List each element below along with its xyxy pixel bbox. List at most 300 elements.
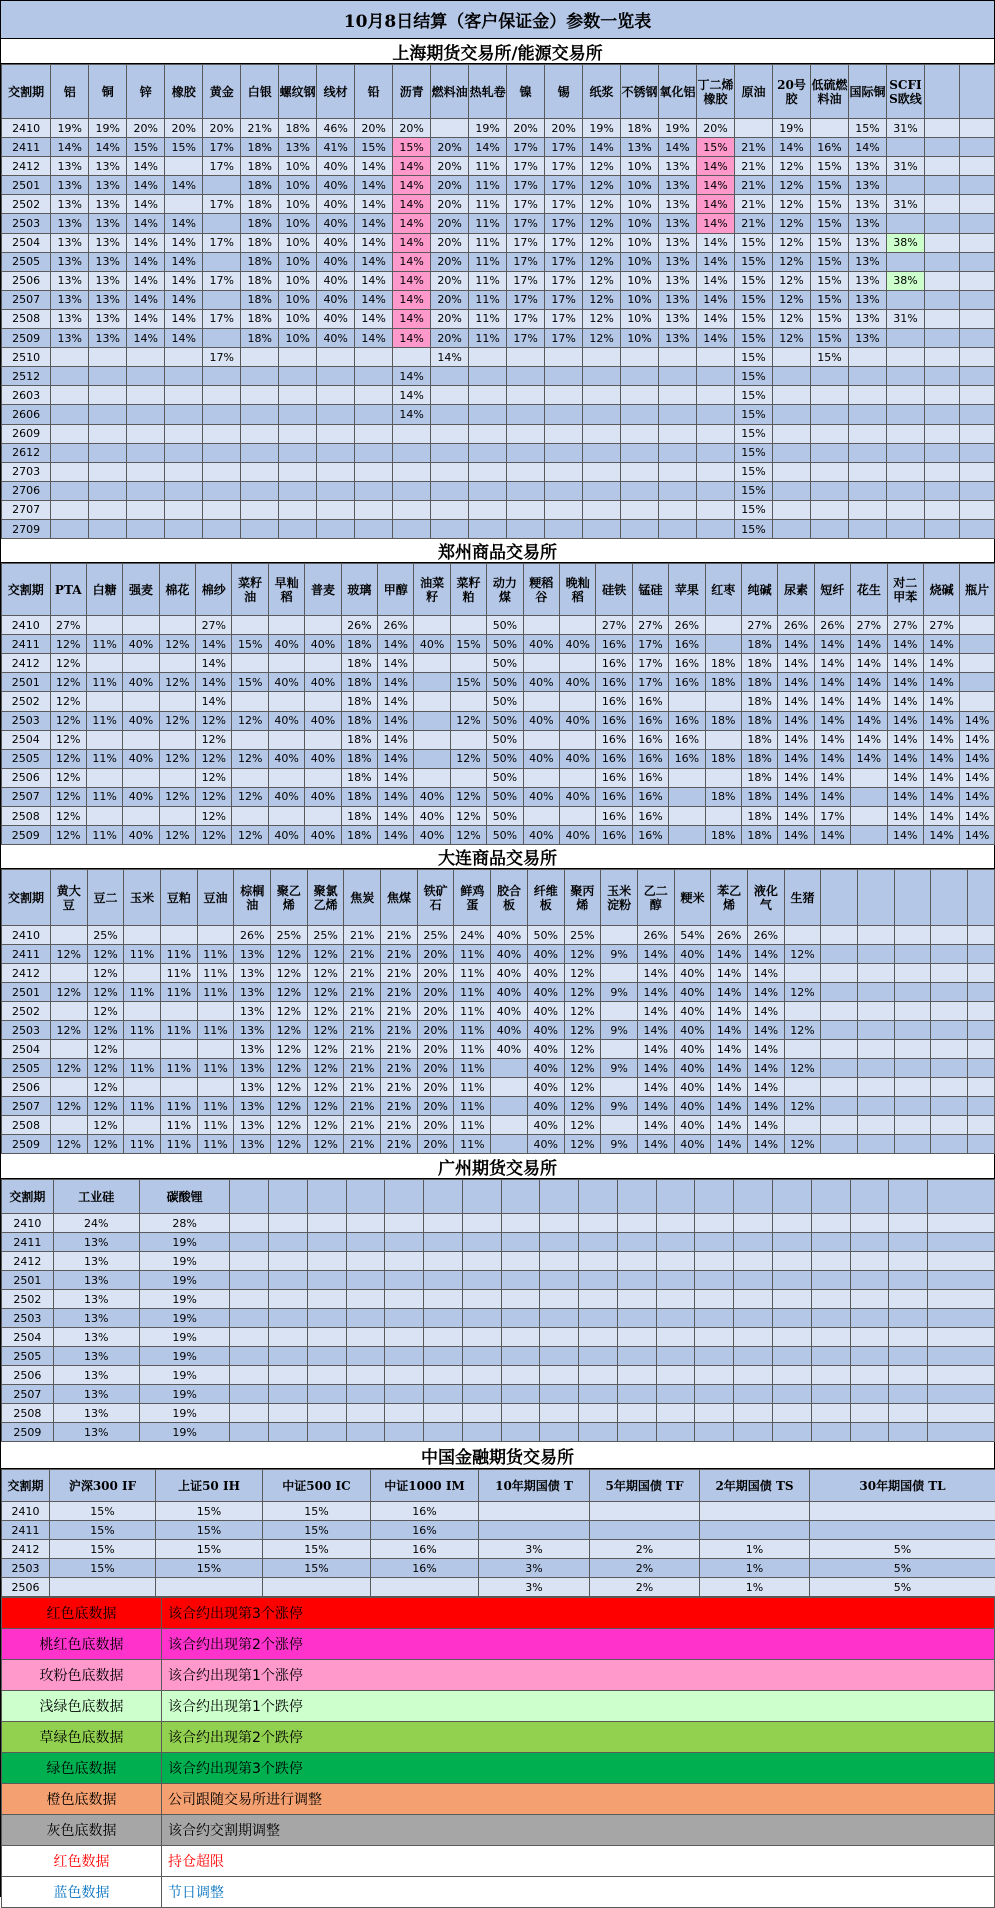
column-header: 强麦 <box>123 564 159 616</box>
margin-rate-cell <box>617 1214 656 1233</box>
margin-rate-cell: 14% <box>637 983 674 1002</box>
column-header <box>894 870 931 926</box>
margin-rate-cell: 14% <box>778 673 814 692</box>
margin-rate-cell: 14% <box>637 945 674 964</box>
margin-rate-cell: 17% <box>632 635 668 654</box>
margin-rate-cell: 14% <box>378 749 414 768</box>
margin-rate-cell: 14% <box>393 367 431 386</box>
margin-rate-cell: 15% <box>735 424 773 443</box>
table-row <box>2 271 995 290</box>
margin-rate-cell: 19% <box>139 1271 229 1290</box>
margin-rate-cell <box>697 386 735 405</box>
margin-rate-cell: 15% <box>263 1540 371 1559</box>
margin-rate-cell <box>501 1271 540 1290</box>
margin-rate-cell <box>307 1366 346 1385</box>
margin-rate-cell: 12% <box>772 176 810 195</box>
margin-rate-cell: 12% <box>772 252 810 271</box>
margin-rate-cell: 12% <box>307 1116 344 1135</box>
margin-rate-cell: 40% <box>527 945 564 964</box>
table-row <box>2 1328 995 1347</box>
margin-rate-cell <box>450 692 486 711</box>
margin-rate-cell <box>784 1002 821 1021</box>
margin-rate-cell <box>269 1385 308 1404</box>
margin-rate-cell <box>695 1328 734 1347</box>
margin-rate-cell <box>697 481 735 500</box>
margin-rate-cell <box>821 1002 858 1021</box>
margin-rate-cell <box>705 768 741 787</box>
margin-rate-cell <box>269 1214 308 1233</box>
margin-rate-cell <box>127 462 165 481</box>
margin-rate-cell <box>462 1404 501 1423</box>
table-row <box>2 500 995 519</box>
margin-rate-cell <box>127 424 165 443</box>
margin-rate-cell: 14% <box>960 711 995 730</box>
margin-rate-cell <box>960 654 995 673</box>
margin-rate-cell: 14% <box>778 711 814 730</box>
margin-rate-cell: 20% <box>417 983 454 1002</box>
margin-rate-cell <box>579 1347 618 1366</box>
margin-rate-cell: 12% <box>772 214 810 233</box>
margin-rate-cell <box>51 481 89 500</box>
column-header-delivery-period: 交割期 <box>2 1180 54 1214</box>
margin-rate-cell <box>523 768 559 787</box>
margin-rate-cell <box>617 1385 656 1404</box>
margin-rate-cell: 40% <box>491 926 528 945</box>
margin-rate-cell <box>811 1271 850 1290</box>
margin-rate-cell: 25% <box>271 926 308 945</box>
margin-rate-cell: 9% <box>601 1135 638 1154</box>
margin-rate-cell: 13% <box>659 309 697 328</box>
margin-rate-cell: 17% <box>545 290 583 309</box>
column-header: 橡胶 <box>165 65 203 119</box>
margin-rate-cell <box>697 348 735 367</box>
margin-rate-cell <box>617 1271 656 1290</box>
margin-rate-cell: 20% <box>417 1040 454 1059</box>
margin-rate-cell: 13% <box>51 290 89 309</box>
margin-rate-cell <box>241 481 279 500</box>
margin-rate-cell <box>656 1290 695 1309</box>
margin-rate-cell: 12% <box>159 787 195 806</box>
margin-rate-cell <box>821 1078 858 1097</box>
column-header <box>968 870 995 926</box>
margin-rate-cell <box>545 367 583 386</box>
margin-rate-cell: 14% <box>637 1135 674 1154</box>
margin-rate-cell <box>924 481 959 500</box>
margin-rate-cell <box>540 1328 579 1347</box>
margin-rate-cell: 17% <box>203 195 241 214</box>
margin-rate-cell: 17% <box>507 329 545 348</box>
table-row <box>2 749 995 768</box>
margin-rate-cell: 14% <box>196 692 232 711</box>
margin-rate-cell <box>931 1021 968 1040</box>
margin-rate-cell: 15% <box>232 635 268 654</box>
margin-rate-cell: 14% <box>923 768 959 787</box>
margin-rate-cell: 12% <box>307 1078 344 1097</box>
margin-rate-cell <box>621 386 659 405</box>
margin-rate-cell <box>469 386 507 405</box>
margin-rate-cell <box>230 1233 269 1252</box>
margin-rate-cell <box>540 1347 579 1366</box>
margin-rate-cell <box>617 1309 656 1328</box>
margin-rate-cell: 11% <box>124 945 161 964</box>
margin-rate-cell <box>959 119 994 138</box>
margin-rate-cell: 14% <box>355 176 393 195</box>
margin-rate-cell <box>462 1366 501 1385</box>
margin-rate-cell: 18% <box>241 195 279 214</box>
margin-rate-cell: 14% <box>378 635 414 654</box>
margin-rate-cell: 14% <box>393 233 431 252</box>
margin-rate-cell: 14% <box>393 405 431 424</box>
margin-rate-cell: 12% <box>50 692 86 711</box>
margin-rate-cell <box>848 348 886 367</box>
margin-rate-cell <box>414 616 450 635</box>
margin-rate-cell <box>889 1347 928 1366</box>
margin-rate-cell <box>669 692 705 711</box>
margin-rate-cell <box>560 692 596 711</box>
margin-rate-cell <box>545 405 583 424</box>
margin-rate-cell <box>123 654 159 673</box>
margin-rate-cell: 50% <box>487 616 523 635</box>
margin-rate-cell <box>232 616 268 635</box>
margin-rate-cell: 13% <box>51 214 89 233</box>
margin-rate-cell: 40% <box>414 807 450 826</box>
margin-rate-cell <box>705 730 741 749</box>
margin-rate-cell: 18% <box>241 329 279 348</box>
margin-rate-cell: 14% <box>814 826 850 845</box>
margin-rate-cell <box>230 1271 269 1290</box>
column-header <box>579 1180 618 1214</box>
margin-rate-cell: 14% <box>393 157 431 176</box>
margin-rate-cell: 13% <box>234 1116 271 1135</box>
margin-rate-cell: 50% <box>487 692 523 711</box>
delivery-period-cell: 2501 <box>2 673 51 692</box>
margin-rate-cell: 40% <box>305 826 341 845</box>
margin-rate-cell <box>889 1385 928 1404</box>
margin-rate-cell: 12% <box>196 807 232 826</box>
margin-rate-cell: 14% <box>127 157 165 176</box>
margin-rate-cell: 40% <box>491 945 528 964</box>
margin-rate-cell: 14% <box>697 329 735 348</box>
margin-rate-cell <box>894 1135 931 1154</box>
margin-rate-cell: 40% <box>123 749 159 768</box>
margin-rate-cell <box>695 1309 734 1328</box>
column-header: 不锈钢 <box>621 65 659 119</box>
margin-rate-cell <box>931 926 968 945</box>
margin-rate-cell <box>51 462 89 481</box>
margin-rate-cell <box>414 768 450 787</box>
margin-rate-cell: 14% <box>778 749 814 768</box>
margin-rate-cell <box>50 964 87 983</box>
margin-rate-cell: 40% <box>305 673 341 692</box>
margin-rate-cell <box>424 1347 463 1366</box>
margin-rate-cell <box>317 367 355 386</box>
margin-rate-cell <box>621 405 659 424</box>
margin-rate-cell: 13% <box>659 157 697 176</box>
margin-rate-cell <box>811 1328 850 1347</box>
margin-rate-cell: 40% <box>317 195 355 214</box>
margin-rate-cell: 40% <box>523 635 559 654</box>
margin-rate-cell <box>889 1290 928 1309</box>
margin-rate-cell <box>431 500 469 519</box>
margin-rate-cell: 17% <box>203 348 241 367</box>
margin-rate-cell <box>89 405 127 424</box>
margin-rate-cell: 40% <box>527 1059 564 1078</box>
margin-rate-cell: 14% <box>393 386 431 405</box>
margin-rate-cell: 14% <box>697 290 735 309</box>
column-header-delivery-period: 交割期 <box>2 870 51 926</box>
margin-rate-cell <box>886 176 924 195</box>
margin-rate-cell: 28% <box>139 1214 229 1233</box>
table-row <box>2 1271 995 1290</box>
margin-rate-cell <box>123 616 159 635</box>
table-row <box>2 329 995 348</box>
margin-rate-cell <box>50 1078 87 1097</box>
margin-rate-cell: 16% <box>596 807 632 826</box>
margin-rate-cell: 12% <box>772 290 810 309</box>
column-header <box>307 1180 346 1214</box>
margin-rate-cell: 40% <box>527 1116 564 1135</box>
margin-rate-cell: 12% <box>159 749 195 768</box>
margin-rate-cell: 15% <box>393 138 431 157</box>
margin-rate-cell: 12% <box>564 1116 601 1135</box>
margin-rate-cell <box>232 692 268 711</box>
table-row <box>2 424 995 443</box>
margin-rate-cell <box>269 1271 308 1290</box>
margin-rate-cell <box>540 1233 579 1252</box>
table-row <box>2 1385 995 1404</box>
margin-rate-cell: 40% <box>560 826 596 845</box>
margin-rate-cell <box>127 481 165 500</box>
margin-rate-cell <box>279 424 317 443</box>
delivery-period-cell: 2412 <box>2 654 51 673</box>
margin-rate-cell <box>560 654 596 673</box>
margin-rate-cell <box>959 329 994 348</box>
margin-rate-cell <box>241 462 279 481</box>
margin-rate-cell: 14% <box>355 271 393 290</box>
margin-rate-cell: 13% <box>53 1385 139 1404</box>
delivery-period-cell: 2410 <box>2 1214 54 1233</box>
margin-rate-cell: 17% <box>814 807 850 826</box>
column-header: 粳米 <box>674 870 711 926</box>
legend-key: 玫粉色底数据 <box>2 1660 162 1691</box>
margin-rate-cell <box>479 1521 590 1540</box>
delivery-period-cell: 2507 <box>2 290 51 309</box>
margin-rate-cell <box>621 443 659 462</box>
margin-rate-cell: 11% <box>197 964 234 983</box>
margin-rate-cell <box>924 119 959 138</box>
margin-rate-cell <box>123 692 159 711</box>
table-row <box>2 1578 995 1597</box>
column-header: 粳稻谷 <box>523 564 559 616</box>
margin-rate-cell: 13% <box>53 1366 139 1385</box>
column-header <box>858 870 895 926</box>
margin-rate-cell <box>51 424 89 443</box>
margin-rate-cell <box>924 195 959 214</box>
margin-rate-cell: 38% <box>886 271 924 290</box>
delivery-period-cell: 2505 <box>2 1059 51 1078</box>
column-header: 原油 <box>735 65 773 119</box>
margin-rate-cell <box>850 1385 889 1404</box>
margin-rate-cell: 40% <box>268 826 304 845</box>
margin-rate-cell: 10% <box>279 195 317 214</box>
margin-rate-cell <box>51 348 89 367</box>
margin-rate-cell: 14% <box>165 271 203 290</box>
margin-rate-cell: 46% <box>317 119 355 138</box>
column-header: 铝 <box>51 65 89 119</box>
margin-rate-cell: 40% <box>523 787 559 806</box>
table-row <box>2 1233 995 1252</box>
margin-rate-cell: 13% <box>848 176 886 195</box>
column-header <box>230 1180 269 1214</box>
margin-rate-cell: 14% <box>923 692 959 711</box>
column-header <box>385 1180 424 1214</box>
margin-rate-cell <box>203 290 241 309</box>
margin-rate-cell: 14% <box>637 1078 674 1097</box>
margin-rate-cell: 16% <box>596 730 632 749</box>
margin-rate-cell <box>51 405 89 424</box>
margin-rate-cell <box>268 616 304 635</box>
margin-rate-cell <box>393 348 431 367</box>
margin-rate-cell: 12% <box>784 983 821 1002</box>
margin-rate-cell: 14% <box>637 1059 674 1078</box>
margin-rate-cell <box>50 1040 87 1059</box>
margin-rate-cell: 18% <box>241 157 279 176</box>
margin-rate-cell: 14% <box>747 1059 784 1078</box>
margin-rate-cell: 13% <box>234 1059 271 1078</box>
margin-rate-cell: 9% <box>601 945 638 964</box>
margin-rate-cell: 40% <box>560 635 596 654</box>
margin-rate-cell <box>960 616 995 635</box>
margin-rate-cell <box>858 1040 895 1059</box>
margin-rate-cell: 21% <box>344 1059 381 1078</box>
column-header <box>695 1180 734 1214</box>
margin-rate-cell <box>700 1521 810 1540</box>
delivery-period-cell: 2508 <box>2 1404 54 1423</box>
margin-rate-cell: 13% <box>848 252 886 271</box>
legend-description: 该合约出现第2个跌停 <box>162 1722 995 1753</box>
margin-rate-cell <box>810 500 848 519</box>
margin-rate-cell <box>894 1040 931 1059</box>
margin-rate-cell <box>889 1233 928 1252</box>
margin-rate-cell: 13% <box>848 157 886 176</box>
margin-rate-cell: 18% <box>241 233 279 252</box>
margin-rate-cell: 19% <box>469 119 507 138</box>
margin-rate-cell: 16% <box>596 787 632 806</box>
margin-rate-cell: 13% <box>89 195 127 214</box>
margin-rate-cell <box>851 787 887 806</box>
margin-rate-cell: 13% <box>89 252 127 271</box>
margin-rate-cell <box>959 271 994 290</box>
margin-rate-cell <box>89 443 127 462</box>
margin-rate-cell <box>424 1366 463 1385</box>
margin-rate-cell <box>123 730 159 749</box>
table-row <box>2 926 995 945</box>
margin-rate-cell: 20% <box>417 1059 454 1078</box>
table-row <box>2 1040 995 1059</box>
margin-rate-cell: 14% <box>814 768 850 787</box>
margin-rate-cell: 40% <box>123 787 159 806</box>
delivery-period-cell: 2412 <box>2 1252 54 1271</box>
margin-rate-cell: 13% <box>89 290 127 309</box>
margin-rate-cell <box>89 462 127 481</box>
margin-rate-cell: 11% <box>124 983 161 1002</box>
margin-rate-cell: 21% <box>381 1040 418 1059</box>
margin-rate-cell <box>579 1328 618 1347</box>
column-header <box>424 1180 463 1214</box>
margin-rate-cell: 25% <box>417 926 454 945</box>
margin-rate-cell <box>86 807 122 826</box>
margin-rate-cell <box>89 481 127 500</box>
table-row <box>2 1002 995 1021</box>
margin-rate-cell <box>968 1040 995 1059</box>
delivery-period-cell: 2505 <box>2 749 51 768</box>
margin-rate-cell <box>889 1309 928 1328</box>
margin-rate-cell: 10% <box>279 176 317 195</box>
column-header <box>617 1180 656 1214</box>
margin-rate-cell: 40% <box>527 983 564 1002</box>
margin-rate-cell: 14% <box>378 826 414 845</box>
margin-rate-cell: 12% <box>784 945 821 964</box>
delivery-period-cell: 2411 <box>2 945 51 964</box>
margin-rate-cell <box>773 1423 812 1442</box>
margin-rate-cell <box>51 367 89 386</box>
legend-table <box>1 1597 995 1908</box>
margin-rate-cell <box>959 481 994 500</box>
margin-rate-cell: 13% <box>848 233 886 252</box>
margin-rate-cell <box>928 1290 995 1309</box>
legend-description: 公司跟随交易所进行调整 <box>162 1784 995 1815</box>
margin-rate-cell: 18% <box>741 749 777 768</box>
margin-rate-cell: 11% <box>160 945 197 964</box>
table-row <box>2 252 995 271</box>
margin-rate-cell: 20% <box>431 309 469 328</box>
margin-rate-cell: 14% <box>637 964 674 983</box>
margin-rate-cell <box>621 462 659 481</box>
margin-rate-cell <box>317 443 355 462</box>
column-header: PTA <box>50 564 86 616</box>
margin-rate-cell <box>579 1252 618 1271</box>
margin-rate-cell: 18% <box>241 309 279 328</box>
margin-rate-cell: 14% <box>165 309 203 328</box>
table-row <box>2 1059 995 1078</box>
margin-rate-cell: 12% <box>50 983 87 1002</box>
margin-rate-cell: 11% <box>454 1021 491 1040</box>
margin-rate-cell: 10% <box>621 157 659 176</box>
margin-rate-cell: 14% <box>127 329 165 348</box>
margin-rate-cell <box>601 1002 638 1021</box>
margin-rate-cell <box>959 348 994 367</box>
margin-rate-cell: 14% <box>637 1002 674 1021</box>
margin-rate-cell: 13% <box>53 1290 139 1309</box>
margin-rate-cell: 12% <box>450 711 486 730</box>
margin-rate-cell <box>656 1347 695 1366</box>
margin-rate-cell: 19% <box>139 1233 229 1252</box>
margin-rate-cell <box>734 1423 773 1442</box>
margin-rate-cell: 18% <box>241 271 279 290</box>
margin-rate-cell: 14% <box>814 787 850 806</box>
delivery-period-cell: 2612 <box>2 443 51 462</box>
margin-rate-cell: 3% <box>479 1540 590 1559</box>
margin-rate-cell: 21% <box>381 983 418 1002</box>
margin-rate-cell: 14% <box>637 1097 674 1116</box>
margin-rate-cell <box>86 616 122 635</box>
margin-rate-cell: 14% <box>747 1135 784 1154</box>
legend-key: 橙色底数据 <box>2 1784 162 1815</box>
margin-rate-cell: 17% <box>545 195 583 214</box>
margin-rate-cell: 15% <box>450 673 486 692</box>
margin-rate-cell: 14% <box>887 711 923 730</box>
margin-rate-cell: 21% <box>381 1021 418 1040</box>
